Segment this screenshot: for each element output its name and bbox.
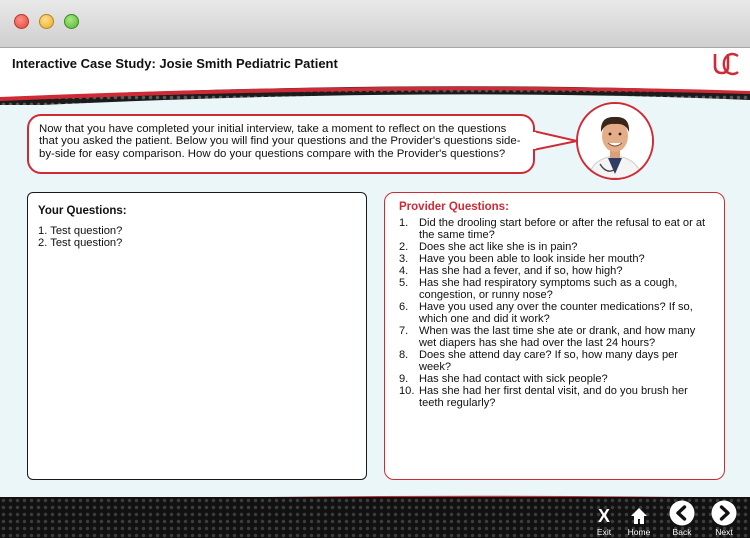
provider-question-text: Has she had a fever, and if so, how high? xyxy=(419,265,623,277)
provider-question-item xyxy=(399,217,712,241)
provider-question-text: Has she had contact with sick people? xyxy=(419,373,608,385)
provider-question-item xyxy=(399,349,712,373)
home-icon xyxy=(629,506,649,526)
next-button[interactable] xyxy=(704,500,744,538)
provider-question-item xyxy=(399,325,712,349)
exit-button[interactable] xyxy=(584,500,624,538)
your-questions-panel xyxy=(27,192,367,480)
provider-question-item xyxy=(399,385,712,409)
provider-question-text: Have you been able to look inside her mouth? xyxy=(419,253,645,265)
provider-questions-panel xyxy=(384,192,725,480)
reflection-prompt-bubble xyxy=(27,114,535,174)
your-question-item: 2. Test question? xyxy=(38,237,123,249)
provider-question-number: 2. xyxy=(399,241,409,253)
provider-question-number: 4. xyxy=(399,265,409,277)
provider-questions-list xyxy=(399,217,712,409)
header-swoosh xyxy=(0,72,750,112)
provider-question-item xyxy=(399,241,712,253)
window-titlebar xyxy=(0,0,750,48)
window-minimize-button[interactable] xyxy=(39,14,54,29)
reflection-prompt-text: Now that you have completed your initial interview, take a moment to reflect on the questions that you asked the patient. Below you will find your questions and the Provider's questions side-by-side for easy comparison. How do your questions compare with the Provider's questions? xyxy=(39,123,521,160)
provider-question-text: Did the drooling start before or after the refusal to eat or at the same time? xyxy=(419,217,706,241)
page-title: Interactive Case Study: Josie Smith Pediatric Patient xyxy=(12,56,338,71)
back-arrow-icon xyxy=(669,500,695,526)
window-close-button[interactable] xyxy=(14,14,29,29)
provider-question-number: 6. xyxy=(399,301,409,313)
provider-avatar-icon xyxy=(576,102,654,180)
home-button[interactable] xyxy=(619,500,659,538)
provider-question-item xyxy=(399,265,712,277)
provider-question-text: Does she attend day care? If so, how many days per week? xyxy=(419,349,678,373)
provider-question-text: Does she act like she is in pain? xyxy=(419,241,578,253)
next-label: Next xyxy=(715,527,733,537)
your-question-item: 1. Test question? xyxy=(38,225,123,237)
provider-question-item xyxy=(399,301,712,325)
provider-question-number: 5. xyxy=(399,277,409,289)
next-arrow-icon xyxy=(711,500,737,526)
provider-question-number: 8. xyxy=(399,349,409,361)
provider-question-item xyxy=(399,253,712,265)
provider-question-text: When was the last time she ate or drank, and how many wet diapers has she had over the last 24 hours? xyxy=(419,325,696,349)
provider-question-number: 7. xyxy=(399,325,409,337)
window-maximize-button[interactable] xyxy=(64,14,79,29)
provider-question-number: 3. xyxy=(399,253,409,265)
back-button[interactable] xyxy=(662,500,702,538)
provider-question-number: 10. xyxy=(399,385,415,397)
exit-icon: X xyxy=(597,506,610,526)
back-label: Back xyxy=(672,527,692,537)
provider-question-item xyxy=(399,277,712,301)
provider-question-number: 1. xyxy=(399,217,409,229)
your-questions-heading: Your Questions: xyxy=(38,205,127,217)
provider-question-text: Has she had respiratory symptoms such as a cough, congestion, or runny nose? xyxy=(419,277,678,301)
provider-questions-heading: Provider Questions: xyxy=(399,201,509,213)
speech-bubble-tail xyxy=(533,128,577,154)
provider-question-text: Has she had her first dental visit, and do you brush her teeth regularly? xyxy=(419,385,688,409)
home-label: Home xyxy=(627,527,651,537)
your-questions-list xyxy=(38,225,356,249)
provider-question-item xyxy=(399,373,712,385)
provider-question-number: 9. xyxy=(399,373,409,385)
exit-label: Exit xyxy=(596,527,612,537)
provider-question-text: Have you used any over the counter medications? If so, which one and did it work? xyxy=(419,301,693,325)
